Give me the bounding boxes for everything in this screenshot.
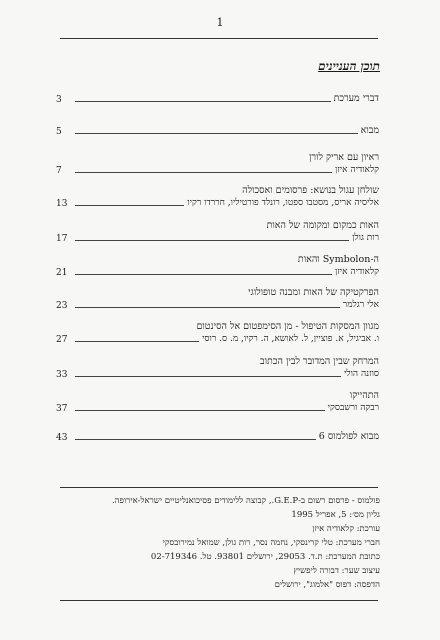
toc-entry-authors: רות גולן [352,233,379,243]
toc-entry [56,390,379,414]
top-rule [60,38,378,39]
leader-line [75,410,325,411]
toc-entry [56,125,379,137]
toc-entry-title: מבוא [360,125,379,136]
toc-entry-page: 43 [56,433,68,443]
toc-entry-title: המרחק שבין המדובר לבין הכתוב [260,356,379,367]
masthead-line: פולמוס - פרסום רשום ב-G.E.P., קבוצה ללימודים פסיכואנליטיים ישראל-אירופה. [111,496,380,506]
toc-entry [56,254,379,278]
toc-entry-page: 33 [56,370,68,380]
page-number: 1 [216,16,224,29]
toc-entry-title: ראיון עם אריק לורן [309,152,379,163]
leader-line [75,133,358,134]
toc-entry-authors: סוזנה הולי [344,369,379,379]
masthead-line: חברי מערכת: טלי קרינסקי, נחמה נסר, רות גולן, שמואל נמירובסקי [162,538,380,548]
toc-entry-page: 7 [56,166,62,176]
toc-entry-authors: ו. אביגיל, א. פוציין, ל. לאושא, ה. רקיו, מ. ס. רוסי [202,334,379,344]
middle-rule [60,487,378,488]
toc-entry [56,287,379,311]
toc-entry-page: 17 [56,234,68,244]
toc-entry-page: 3 [56,95,62,105]
toc-entry-page: 21 [56,268,68,278]
toc-entry [56,152,379,176]
masthead-line: גליון מס׳: 5, אפריל 1995 [291,510,380,520]
toc-entry [56,356,379,380]
toc-entry-page: 23 [56,301,68,311]
toc-entry [56,185,379,209]
toc-entry-title: ה-Symbolon והאות [297,254,379,265]
toc-entry-authors: אלי רגלמר [342,300,379,310]
toc-entry-page: 13 [56,199,68,209]
toc-entry-authors: רבקה ורשבסקי [327,403,379,413]
toc-entry-title: שולחן עגול בנושא: פרסומים ואסכולה [242,185,379,196]
toc-entry-title: מבוא לפולמוס 6 [318,431,379,442]
leader-line [75,172,332,173]
toc-entry [56,431,379,443]
masthead-line: הדפסה: דפוס "אלמוג", ירושלים [274,580,380,590]
toc-entry [56,93,379,105]
toc-entry-title: התהייקו [349,390,379,401]
toc-entry-authors: אליסיה אריס, מסטבו ספטו, רונלד פורטיליו, חררדו רקיו [187,198,379,208]
toc-entry-page: 37 [56,404,68,414]
toc-entry-title: מגוון המסקות הטיפול - מן הסימפטום אל הסינטום [196,321,379,332]
toc-entry-authors: קלאודיה איזן [334,165,379,175]
toc-title: תוכן העניינים [318,59,380,73]
toc-entry-authors: קלאודיה איזן [334,267,379,277]
masthead-line: כתובת המערכת: ת.ד. 29053, ירושלים 93801. טל. 02-719346 [150,552,380,562]
toc-entry-title: הפרקטיקה של האות ומבנה טופולוגי [248,287,379,298]
leader-line [75,274,332,275]
toc-entry-page: 5 [56,127,62,137]
toc-entry-title: דברי מערכת [333,93,379,104]
masthead [60,494,380,592]
leader-line [75,341,199,342]
toc-entry-title: האות כמקום ומקומה של האות [266,220,379,231]
leader-line [75,205,184,206]
leader-line [75,439,316,440]
bottom-rule [60,600,378,601]
toc-entry-page: 27 [56,335,68,345]
toc-entry [56,220,379,244]
masthead-line: עורכת: קלאודיה איזן [312,524,380,534]
toc-entry [56,321,379,345]
leader-line [75,307,340,308]
leader-line [75,101,331,102]
masthead-line: עיצוב שער: דבורה ליפשיץ [293,566,380,576]
leader-line [75,376,341,377]
leader-line [75,240,349,241]
